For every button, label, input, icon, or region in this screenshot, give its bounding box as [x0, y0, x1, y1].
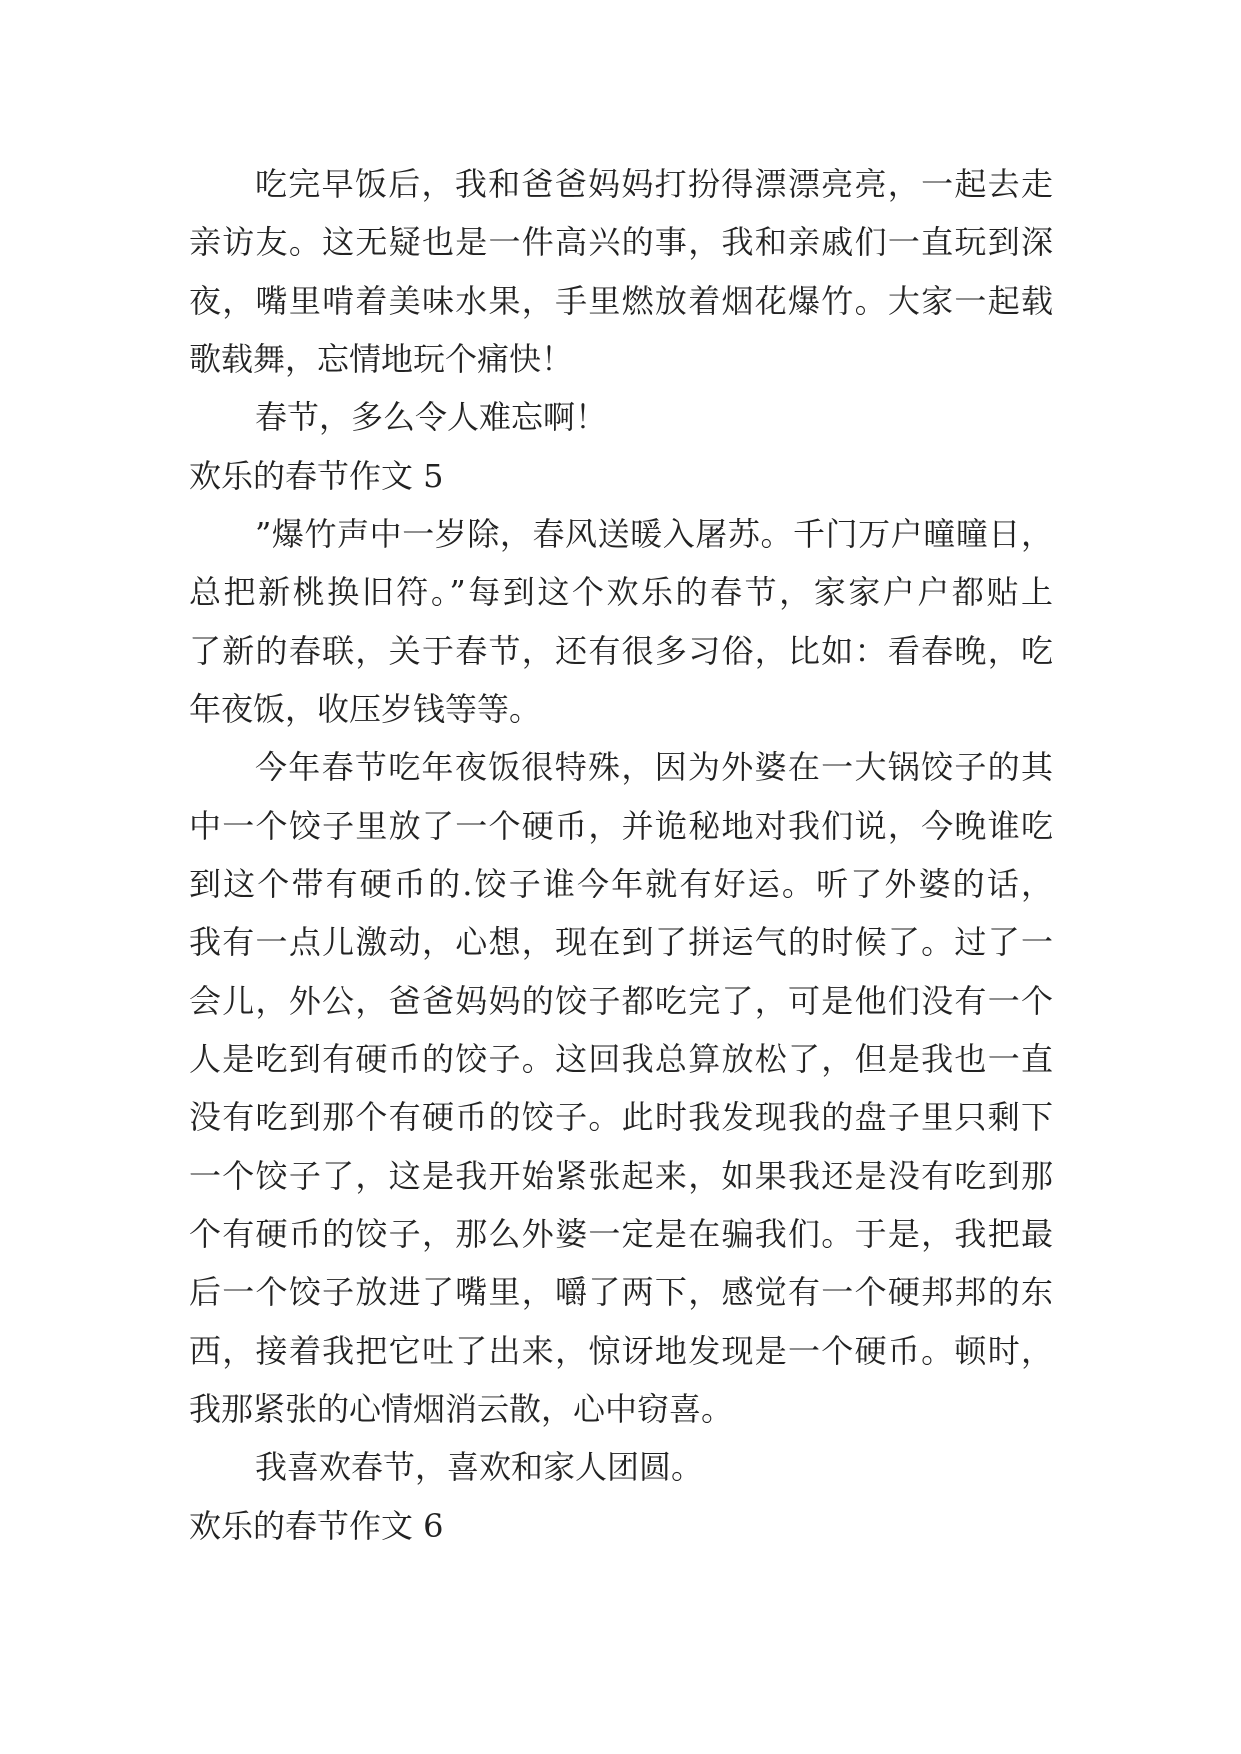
text-line: 我有一点儿激动，心想，现在到了拼运气的时候了。过了一 — [189, 923, 1055, 962]
text-line: 会儿，外公，爸爸妈妈的饺子都吃完了，可是他们没有一个 — [189, 981, 1055, 1020]
text-line: 我那紧张的心情烟消云散，心中窃喜。 — [189, 1389, 734, 1428]
text-line: 一个饺子了，这是我开始紧张起来，如果我还是没有吃到那 — [189, 1156, 1055, 1195]
text-line: 西，接着我把它吐了出来，惊讶地发现是一个硬币。顿时， — [189, 1331, 1055, 1370]
essay-heading: 欢乐的春节作文 5 — [189, 456, 444, 495]
text-line: 了新的春联，关于春节，还有很多习俗，比如：看春晚，吃 — [189, 631, 1055, 670]
paragraph — [189, 155, 1053, 388]
text-line: 今年春节吃年夜饭很特殊，因为外婆在一大锅饺子的其 — [255, 748, 1055, 787]
paragraph — [189, 738, 1056, 1438]
text-line: 没有吃到那个有硬币的饺子。此时我发现我的盘子里只剩下 — [189, 1098, 1055, 1137]
paragraph — [189, 388, 1053, 446]
text-line: 总把新桃换旧符。”每到这个欢乐的春节，家家户户都贴上 — [189, 573, 1056, 612]
paragraph — [189, 1438, 1053, 1496]
text-line: 夜，嘴里啃着美味水果，手里燃放着烟花爆竹。大家一起载 — [189, 281, 1055, 320]
text-line: 春节，多么令人难忘啊！ — [255, 398, 608, 437]
document-body — [189, 155, 1056, 1555]
text-line: 人是吃到有硬币的饺子。这回我总算放松了，但是我也一直 — [189, 1039, 1055, 1078]
text-line: 亲访友。这无疑也是一件高兴的事，我和亲戚们一直玩到深 — [189, 223, 1055, 262]
text-line: 歌载舞，忘情地玩个痛快！ — [189, 339, 574, 378]
text-line: 后一个饺子放进了嘴里，嚼了两下，感觉有一个硬邦邦的东 — [189, 1273, 1055, 1312]
essay-heading: 欢乐的春节作文 6 — [189, 1506, 444, 1545]
text-line: 吃完早饭后，我和爸爸妈妈打扮得漂漂亮亮，一起去走 — [255, 165, 1055, 203]
text-line: 年夜饭，收压岁钱等等。 — [189, 689, 542, 728]
text-line: 个有硬币的饺子，那么外婆一定是在骗我们。于是，我把最 — [189, 1214, 1055, 1253]
paragraph — [189, 505, 1056, 738]
text-line: ”爆竹声中一岁除，春风送暖入屠苏。千门万户曈曈日， — [255, 514, 1054, 553]
text-line: 到这个带有硬币的.饺子谁今年就有好运。听了外婆的话， — [189, 864, 1056, 903]
text-line: 中一个饺子里放了一个硬币，并诡秘地对我们说，今晚谁吃 — [189, 806, 1055, 845]
text-line: 我喜欢春节，喜欢和家人团圆。 — [255, 1448, 704, 1487]
